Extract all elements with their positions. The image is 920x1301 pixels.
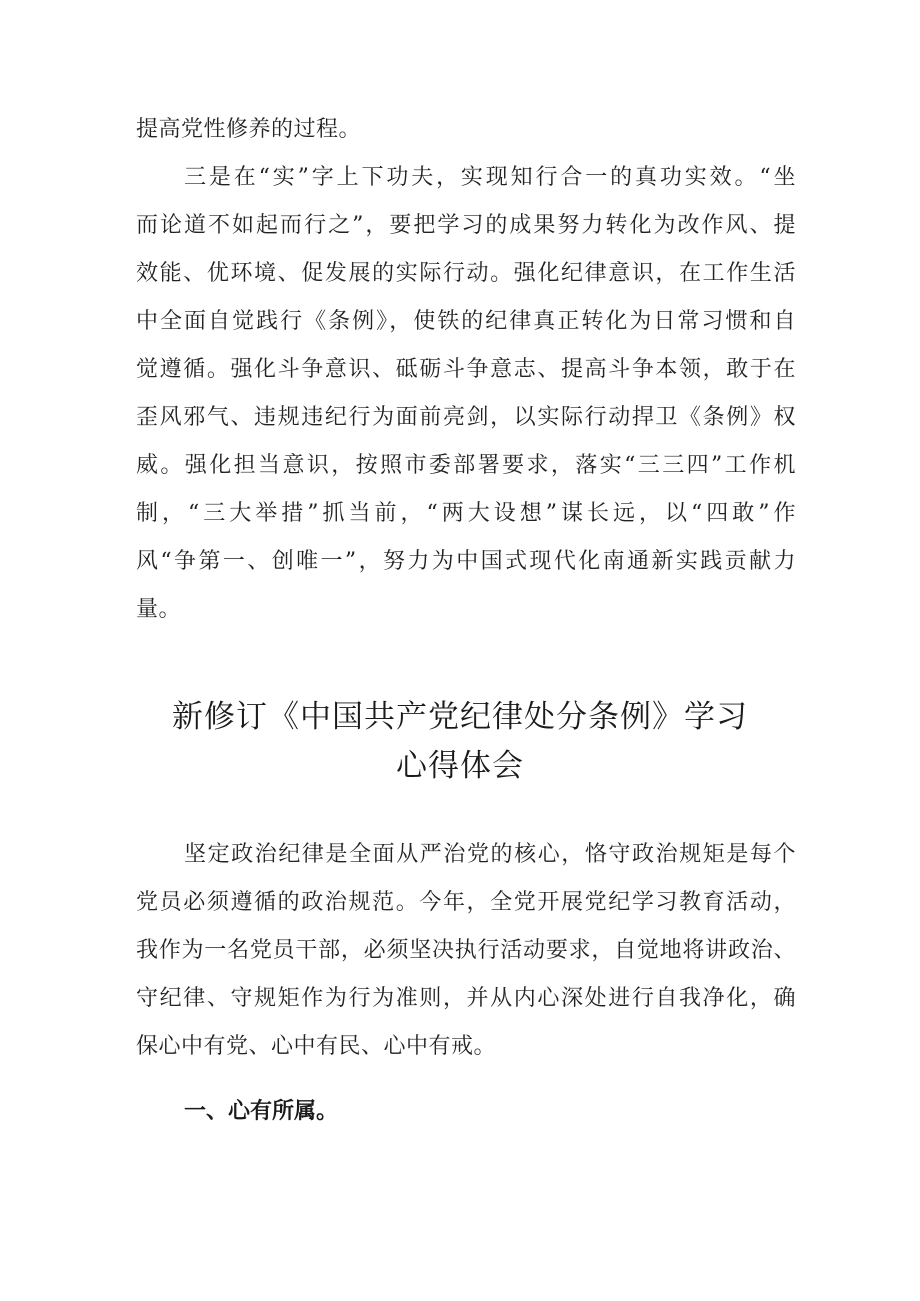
paragraph-line: 制，“三大举措”抓当前，“两大设想”谋长远，以“四敢”作 bbox=[136, 501, 796, 526]
paragraph-line: 三是在“实”字上下功夫，实现知行合一的真功实效。“坐 bbox=[184, 165, 796, 190]
paragraph-line: 坚定政治纪律是全面从严治党的核心，恪守政治规矩是每个 bbox=[184, 842, 796, 867]
section-heading: 一、心有所属。 bbox=[184, 1099, 339, 1124]
paragraph-line: 歪风邪气、违规违纪行为面前亮剑，以实际行动捍卫《条例》权 bbox=[136, 405, 796, 430]
paragraph-line: 我作为一名党员干部，必须坚决执行活动要求，自觉地将讲政治、 bbox=[136, 938, 796, 963]
paragraph-line: 党员必须遵循的政治规范。今年，全党开展党纪学习教育活动， bbox=[136, 890, 796, 915]
paragraph-line: 量。 bbox=[136, 597, 182, 622]
continuation-line: 提高党性修养的过程。 bbox=[136, 117, 362, 142]
paragraph-line: 风“争第一、创唯一”，努力为中国式现代化南通新实践贡献力 bbox=[136, 549, 796, 574]
article-title-line-2: 心得体会 bbox=[396, 748, 524, 784]
article-title-line-1: 新修订《中国共产党纪律处分条例》学习 bbox=[172, 699, 748, 735]
paragraph-line: 保心中有党、心中有民、心中有戒。 bbox=[136, 1034, 497, 1059]
paragraph-line: 守纪律、守规矩作为行为准则，并从内心深处进行自我净化，确 bbox=[136, 986, 796, 1011]
paragraph-line: 觉遵循。强化斗争意识、砥砺斗争意志、提高斗争本领，敢于在 bbox=[136, 357, 796, 382]
paragraph-line: 中全面自觉践行《条例》，使铁的纪律真正转化为日常习惯和自 bbox=[136, 309, 796, 334]
paragraph-line: 效能、优环境、促发展的实际行动。强化纪律意识，在工作生活 bbox=[136, 261, 796, 286]
paragraph-line: 威。强化担当意识，按照市委部署要求，落实“三三四”工作机 bbox=[136, 453, 796, 478]
paragraph-line: 而论道不如起而行之”，要把学习的成果努力转化为改作风、提 bbox=[136, 213, 796, 238]
